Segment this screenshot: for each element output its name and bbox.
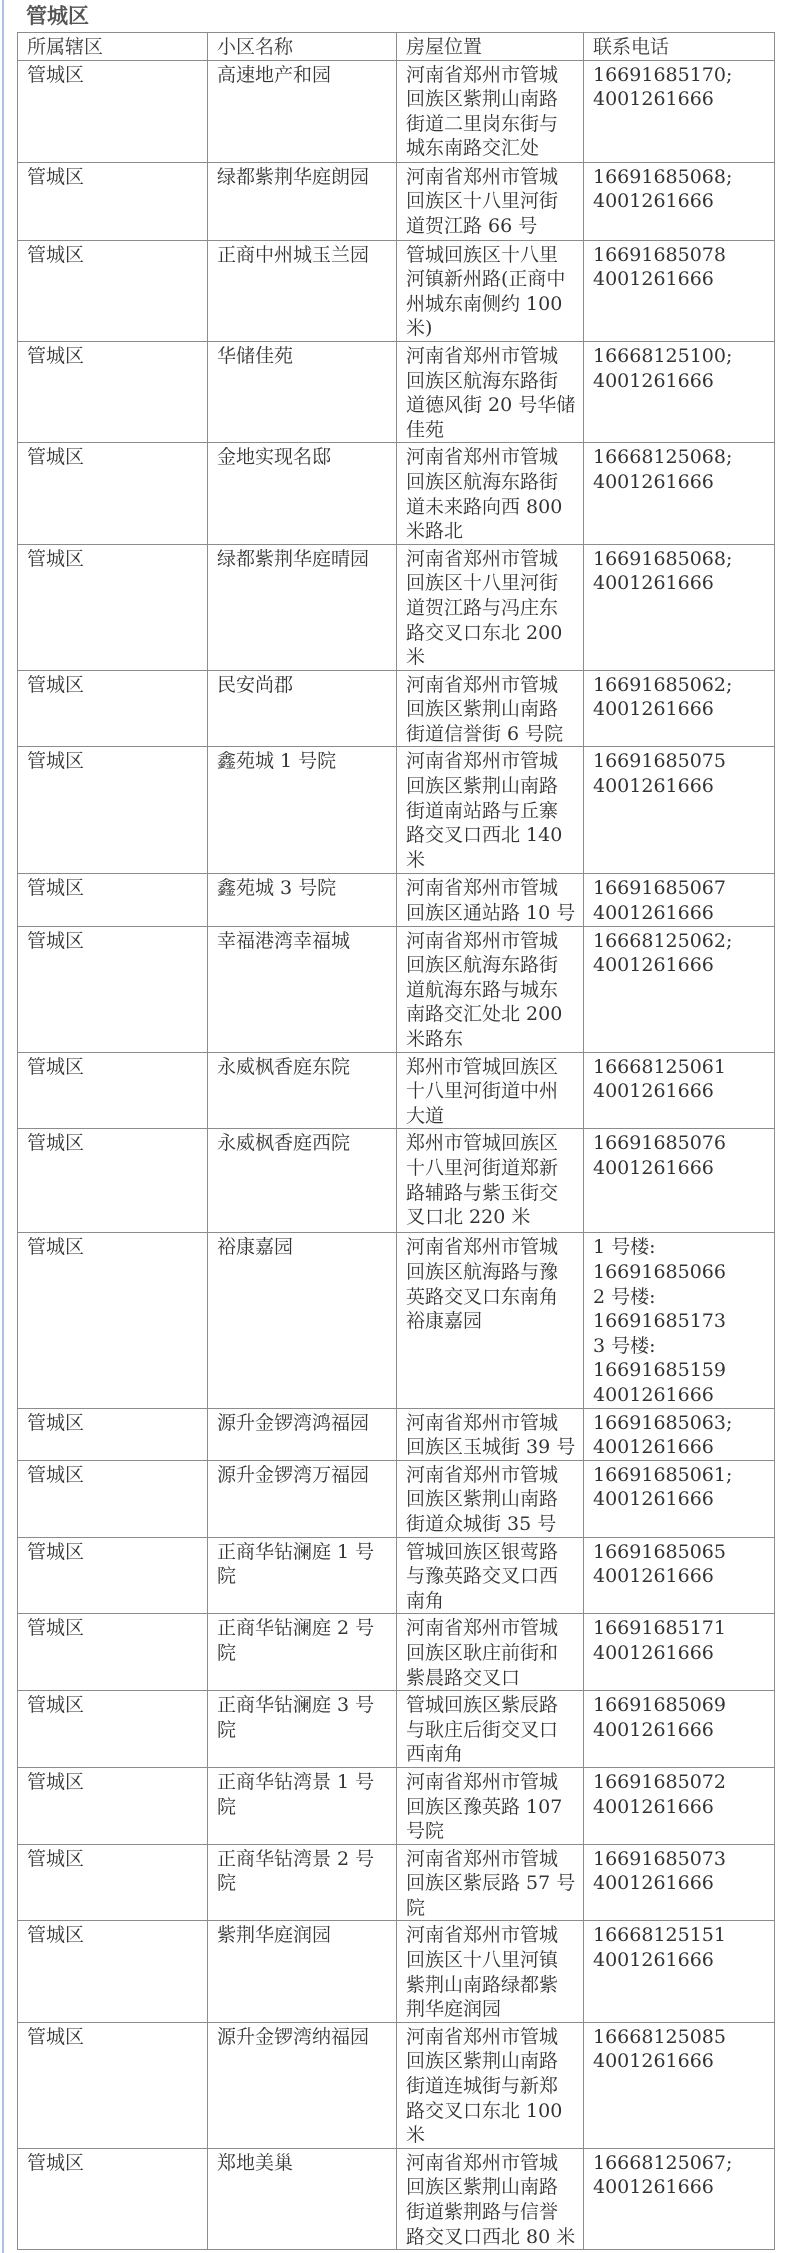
cell-phone-line: 4001261666 (593, 902, 714, 925)
cell-community-name (208, 1921, 397, 2022)
cell-district: 管城区 (18, 1052, 208, 1129)
table-row (18, 1460, 775, 1537)
table-row (18, 240, 775, 341)
cell-phone-line: 16691685078 (593, 243, 726, 266)
cell-district: 管城区 (18, 1844, 208, 1921)
cell-phone-line: 4001261666 (593, 1795, 714, 1818)
cell-phone-line: 16668125067; (593, 2151, 733, 2174)
cell-phone-line: 2 号楼: (593, 1285, 656, 1308)
cell-address-line: 街道紫荆路与信誉 (406, 2201, 559, 2224)
cell-community-name (208, 162, 397, 240)
cell-address-line: 郑州市管城回族区 (406, 1132, 559, 1155)
cell-phone-line: 4001261666 (593, 1080, 714, 1103)
cell-address-line: 回族区耿庄前街和 (406, 1641, 559, 1664)
cell-address-line: 回族区通站路 10 号 (406, 902, 576, 925)
cell-phone (584, 874, 775, 926)
table-row (18, 162, 775, 240)
cell-phone-line: 4001261666 (593, 2176, 714, 2199)
cell-phone (584, 2148, 775, 2249)
cell-community-name-line: 高速地产和园 (217, 63, 332, 86)
cell-phone (584, 1614, 775, 1691)
cell-phone-line: 3 号楼: (593, 1334, 656, 1357)
cell-address-line: 河南省郑州市管城 (406, 2025, 559, 2048)
cell-address-line: 州城东南侧约 100 (406, 292, 563, 315)
cell-address (397, 926, 584, 1052)
table-row (18, 1129, 775, 1233)
table-row (18, 747, 775, 874)
cell-phone (584, 1129, 775, 1233)
cell-address-line: 回族区紫荆山南路 (406, 88, 559, 111)
cell-address (397, 747, 584, 874)
cell-address-line: 回族区紫荆山南路 (406, 2050, 559, 2073)
cell-phone-line: 4001261666 (593, 1872, 714, 1895)
cell-address-line: 回族区十八里河街 (406, 572, 559, 595)
cell-address-line: 十八里河街道郑新 (406, 1157, 559, 1180)
cell-address-line: 回族区航海东路街 (406, 954, 559, 977)
cell-address-line: 路辅路与紫玉街交 (406, 1181, 559, 1204)
cell-address-line: 河南省郑州市管城 (406, 750, 559, 773)
cell-address-line: 回族区豫英路 107 (406, 1795, 563, 1818)
table-row (18, 1614, 775, 1691)
cell-district: 管城区 (18, 1767, 208, 1844)
cell-phone (584, 670, 775, 747)
cell-address-line: 道贺江路 66 号 (406, 214, 538, 237)
page-title: 管城区 (26, 4, 89, 28)
cell-district: 管城区 (18, 1614, 208, 1691)
cell-phone-line: 16691685061; (593, 1463, 733, 1486)
column-header-address: 房屋位置 (397, 33, 584, 61)
cell-address (397, 1129, 584, 1233)
cell-phone-line: 4001261666 (593, 1949, 714, 1972)
cell-community-name (208, 1767, 397, 1844)
cell-phone-line: 16691685072 (593, 1770, 726, 1793)
cell-address-line: 与豫英路交叉口西 (406, 1565, 559, 1588)
housing-table (17, 32, 775, 2250)
cell-phone (584, 1921, 775, 2022)
cell-community-name-line: 民安尚郡 (217, 673, 294, 696)
cell-phone-line: 4001261666 (593, 369, 714, 392)
cell-address-line: 回族区航海东路街 (406, 470, 559, 493)
cell-phone (584, 1691, 775, 1768)
cell-community-name (208, 1537, 397, 1614)
cell-community-name (208, 926, 397, 1052)
cell-address (397, 1408, 584, 1460)
cell-address (397, 544, 584, 670)
cell-address-line: 大道 (406, 1104, 445, 1127)
table-row (18, 1408, 775, 1460)
cell-community-name-line: 源升金锣湾纳福园 (217, 2025, 370, 2048)
cell-address-line: 紫荆山南路绿都紫 (406, 1973, 559, 1996)
cell-community-name-line: 幸福港湾幸福城 (217, 929, 351, 952)
cell-address-line: 米) (406, 317, 433, 340)
cell-phone-line: 4001261666 (593, 1157, 714, 1180)
cell-community-name (208, 544, 397, 670)
table-row (18, 1767, 775, 1844)
cell-address-line: 河南省郑州市管城 (406, 446, 559, 469)
cell-address-line: 河南省郑州市管城 (406, 1463, 559, 1486)
cell-address-line: 院 (406, 1896, 426, 1919)
cell-community-name-line: 源升金锣湾万福园 (217, 1463, 370, 1486)
cell-address-line: 管城回族区银莺路 (406, 1540, 559, 1563)
cell-address-line: 回族区玉城街 39 号 (406, 1436, 576, 1459)
cell-community-name (208, 1460, 397, 1537)
cell-community-name-line: 正商华钻澜庭 2 号 (217, 1617, 375, 1640)
cell-community-name-line: 华储佳苑 (217, 344, 294, 367)
cell-phone (584, 2022, 775, 2148)
cell-address-line: 回族区紫荆山南路 (406, 698, 559, 721)
column-header-phone: 联系电话 (584, 33, 775, 61)
cell-community-name-line: 正商华钻澜庭 3 号 (217, 1694, 375, 1717)
cell-phone-line: 4001261666 (593, 572, 714, 595)
column-header-district: 所属辖区 (18, 33, 208, 61)
cell-district: 管城区 (18, 1460, 208, 1537)
cell-address-line: 路交叉口西北 80 米 (406, 2225, 576, 2248)
table-row (18, 1537, 775, 1614)
cell-community-name (208, 1844, 397, 1921)
table-row (18, 670, 775, 747)
cell-address-line: 米 (406, 646, 426, 669)
cell-address (397, 443, 584, 544)
cell-phone (584, 926, 775, 1052)
cell-phone-line: 4001261666 (593, 1641, 714, 1664)
cell-community-name (208, 1129, 397, 1233)
cell-district: 管城区 (18, 2148, 208, 2249)
cell-phone-line: 16691685067 (593, 877, 726, 900)
cell-district: 管城区 (18, 747, 208, 874)
cell-community-name-line: 正商中州城玉兰园 (217, 243, 370, 266)
cell-district: 管城区 (18, 926, 208, 1052)
cell-address (397, 1460, 584, 1537)
cell-community-name-line: 金地实现名邸 (217, 446, 332, 469)
column-header-community-name: 小区名称 (208, 33, 397, 61)
cell-community-name-line: 紫荆华庭润园 (217, 1924, 332, 1947)
cell-address (397, 1691, 584, 1768)
cell-address-line: 米路东 (406, 1028, 464, 1051)
cell-district: 管城区 (18, 1691, 208, 1768)
cell-phone-line: 16668125061 (593, 1055, 726, 1078)
cell-address-line: 街道连城街与新郑 (406, 2075, 559, 2098)
cell-community-name-line: 绿都紫荆华庭朗园 (217, 165, 370, 188)
cell-community-name (208, 1691, 397, 1768)
table-row (18, 874, 775, 926)
cell-address-line: 街道二里岗东街与 (406, 112, 559, 135)
table-row (18, 60, 775, 162)
cell-address-line: 河南省郑州市管城 (406, 929, 559, 952)
cell-address-line: 叉口北 220 米 (406, 1206, 531, 1229)
cell-district: 管城区 (18, 670, 208, 747)
cell-phone (584, 1844, 775, 1921)
cell-phone-line: 4001261666 (593, 1384, 714, 1406)
cell-community-name (208, 747, 397, 874)
cell-address-line: 南角 (406, 1589, 445, 1612)
cell-address-line: 回族区航海东路街 (406, 369, 559, 392)
cell-phone-line: 4001261666 (593, 2050, 714, 2073)
cell-address (397, 1767, 584, 1844)
cell-address-line: 回族区紫荆山南路 (406, 2176, 559, 2199)
cell-phone-line: 4001261666 (593, 1565, 714, 1588)
cell-phone-line: 16691685068; (593, 165, 733, 188)
cell-address-line: 十八里河街道中州 (406, 1080, 559, 1103)
cell-phone-line: 4001261666 (593, 88, 714, 111)
cell-district: 管城区 (18, 240, 208, 341)
cell-community-name-line: 裕康嘉园 (217, 1236, 294, 1259)
cell-address-line: 河南省郑州市管城 (406, 63, 559, 86)
cell-address-line: 河南省郑州市管城 (406, 673, 559, 696)
cell-address-line: 回族区紫辰路 57 号 (406, 1872, 576, 1895)
cell-community-name-line: 郑地美巢 (217, 2151, 294, 2174)
cell-phone (584, 1460, 775, 1537)
cell-phone-line: 16691685159 (593, 1359, 726, 1382)
cell-address-line: 河南省郑州市管城 (406, 1847, 559, 1870)
cell-address (397, 162, 584, 240)
cell-address (397, 1921, 584, 2022)
cell-address (397, 1537, 584, 1614)
cell-address-line: 回族区十八里河镇 (406, 1949, 559, 1972)
cell-phone-line: 16691685066 (593, 1261, 726, 1284)
cell-address-line: 城东南路交汇处 (406, 137, 540, 160)
cell-phone-line: 4001261666 (593, 954, 714, 977)
table-header-row (18, 33, 775, 61)
cell-phone (584, 162, 775, 240)
cell-community-name-line: 正商华钻湾景 2 号 (217, 1847, 375, 1870)
cell-community-name-line: 绿都紫荆华庭晴园 (217, 547, 370, 570)
cell-phone (584, 1408, 775, 1460)
table-row (18, 1844, 775, 1921)
cell-address-line: 紫晨路交叉口 (406, 1666, 521, 1689)
cell-community-name (208, 2148, 397, 2249)
cell-address-line: 街道南站路与丘寨 (406, 799, 559, 822)
cell-address-line: 道贺江路与冯庄东 (406, 596, 559, 619)
cell-district: 管城区 (18, 162, 208, 240)
cell-district: 管城区 (18, 443, 208, 544)
cell-address-line: 回族区紫荆山南路 (406, 775, 559, 798)
cell-phone (584, 1233, 775, 1408)
cell-community-name (208, 240, 397, 341)
cell-district: 管城区 (18, 1233, 208, 1408)
cell-address-line: 与耿庄后街交叉口 (406, 1718, 559, 1741)
cell-address-line: 荆华庭润园 (406, 1998, 502, 2021)
cell-address-line: 裕康嘉园 (406, 1310, 483, 1333)
cell-address-line: 路交叉口西北 140 (406, 824, 563, 847)
cell-address-line: 西南角 (406, 1743, 464, 1766)
table-row (18, 1052, 775, 1129)
cell-address-line: 佳苑 (406, 418, 445, 441)
cell-address (397, 1052, 584, 1129)
table-row (18, 1233, 775, 1408)
cell-address-line: 回族区紫荆山南路 (406, 1488, 559, 1511)
cell-district: 管城区 (18, 874, 208, 926)
table-row (18, 443, 775, 544)
cell-community-name-line: 正商华钻澜庭 1 号 (217, 1540, 375, 1563)
cell-address-line: 河南省郑州市管城 (406, 1411, 559, 1434)
cell-address-line: 米 (406, 2124, 426, 2147)
cell-phone-line: 16691685076 (593, 1132, 726, 1155)
cell-district: 管城区 (18, 60, 208, 162)
cell-phone-line: 16668125085 (593, 2025, 726, 2048)
cell-district: 管城区 (18, 1129, 208, 1233)
left-margin-rule (2, 0, 4, 2253)
cell-community-name (208, 670, 397, 747)
cell-district: 管城区 (18, 341, 208, 442)
cell-address (397, 60, 584, 162)
cell-address-line: 米路北 (406, 520, 464, 543)
cell-district: 管城区 (18, 544, 208, 670)
cell-phone-line: 16691685170; (593, 63, 733, 86)
cell-phone-line: 4001261666 (593, 1436, 714, 1459)
cell-community-name-line: 院 (217, 1795, 237, 1818)
cell-address-line: 号院 (406, 1820, 445, 1843)
cell-district: 管城区 (18, 1408, 208, 1460)
cell-phone-line: 16691685173 (593, 1310, 726, 1333)
cell-phone-line: 16691685069 (593, 1694, 726, 1717)
cell-phone (584, 1767, 775, 1844)
cell-address (397, 341, 584, 442)
cell-address (397, 670, 584, 747)
cell-community-name (208, 2022, 397, 2148)
table-body (18, 60, 775, 2250)
cell-address-line: 河南省郑州市管城 (406, 1236, 559, 1259)
cell-address-line: 路交叉口东北 200 (406, 621, 563, 644)
cell-address-line: 南路交汇处北 200 (406, 1003, 563, 1026)
cell-address-line: 回族区十八里河街 (406, 190, 559, 213)
cell-address-line: 米 (406, 848, 426, 871)
cell-community-name-line: 鑫苑城 3 号院 (217, 877, 337, 900)
cell-address-line: 道航海东路与城东 (406, 978, 559, 1001)
cell-community-name-line: 院 (217, 1641, 237, 1664)
cell-phone-line: 16668125068; (593, 446, 733, 469)
cell-phone (584, 544, 775, 670)
cell-community-name-line: 鑫苑城 1 号院 (217, 750, 337, 773)
cell-phone-line: 4001261666 (593, 268, 714, 291)
cell-address-line: 河镇新州路(正商中 (406, 268, 566, 291)
cell-district: 管城区 (18, 1537, 208, 1614)
cell-address (397, 1233, 584, 1408)
cell-phone-line: 4001261666 (593, 1718, 714, 1741)
cell-address-line: 街道众城街 35 号 (406, 1512, 557, 1535)
cell-community-name (208, 1052, 397, 1129)
cell-phone-line: 16691685063; (593, 1411, 733, 1434)
cell-phone-line: 16668125100; (593, 344, 733, 367)
cell-community-name (208, 874, 397, 926)
cell-phone (584, 60, 775, 162)
cell-phone (584, 747, 775, 874)
cell-address (397, 874, 584, 926)
cell-phone (584, 240, 775, 341)
cell-address-line: 河南省郑州市管城 (406, 165, 559, 188)
cell-address-line: 英路交叉口东南角 (406, 1285, 559, 1308)
cell-phone-line: 16691685075 (593, 750, 726, 773)
cell-phone-line: 1 号楼: (593, 1236, 656, 1259)
cell-phone (584, 1052, 775, 1129)
cell-phone-line: 4001261666 (593, 1488, 714, 1511)
cell-address-line: 郑州市管城回族区 (406, 1055, 559, 1078)
table-row (18, 1691, 775, 1768)
cell-community-name-line: 院 (217, 1718, 237, 1741)
cell-address-line: 道德风街 20 号华储 (406, 394, 576, 417)
cell-phone-line: 16668125151 (593, 1924, 726, 1947)
cell-address (397, 2022, 584, 2148)
cell-phone-line: 4001261666 (593, 775, 714, 798)
cell-phone-line: 16668125062; (593, 929, 733, 952)
cell-community-name (208, 341, 397, 442)
cell-address-line: 河南省郑州市管城 (406, 547, 559, 570)
table-row (18, 1921, 775, 2022)
cell-phone (584, 443, 775, 544)
cell-phone-line: 4001261666 (593, 190, 714, 213)
cell-address-line: 河南省郑州市管城 (406, 344, 559, 367)
cell-phone (584, 341, 775, 442)
cell-community-name (208, 1614, 397, 1691)
cell-district: 管城区 (18, 1921, 208, 2022)
table-row (18, 2148, 775, 2249)
cell-phone (584, 1537, 775, 1614)
cell-phone-line: 16691685068; (593, 547, 733, 570)
cell-community-name (208, 443, 397, 544)
cell-district: 管城区 (18, 2022, 208, 2148)
cell-phone-line: 16691685062; (593, 673, 733, 696)
cell-address (397, 2148, 584, 2249)
cell-address (397, 1844, 584, 1921)
table-row (18, 544, 775, 670)
cell-address-line: 河南省郑州市管城 (406, 877, 559, 900)
cell-community-name-line: 正商华钻湾景 1 号 (217, 1770, 375, 1793)
cell-community-name (208, 1408, 397, 1460)
cell-community-name-line: 永威枫香庭东院 (217, 1055, 351, 1078)
table-row (18, 341, 775, 442)
cell-community-name (208, 60, 397, 162)
cell-address-line: 河南省郑州市管城 (406, 1770, 559, 1793)
cell-phone-line: 4001261666 (593, 470, 714, 493)
table-row (18, 926, 775, 1052)
cell-address-line: 河南省郑州市管城 (406, 2151, 559, 2174)
cell-phone-line: 16691685065 (593, 1540, 726, 1563)
cell-address-line: 河南省郑州市管城 (406, 1924, 559, 1947)
cell-address-line: 街道信誉街 6 号院 (406, 722, 564, 745)
cell-address-line: 河南省郑州市管城 (406, 1617, 559, 1640)
cell-community-name-line: 院 (217, 1872, 237, 1895)
cell-address-line: 路交叉口东北 100 (406, 2099, 563, 2122)
cell-address-line: 管城回族区十八里 (406, 243, 559, 266)
cell-address (397, 240, 584, 341)
cell-phone-line: 4001261666 (593, 698, 714, 721)
cell-phone-line: 16691685171 (593, 1617, 726, 1640)
cell-address-line: 回族区航海路与豫 (406, 1261, 559, 1284)
cell-address-line: 管城回族区紫辰路 (406, 1694, 559, 1717)
cell-community-name-line: 院 (217, 1565, 237, 1588)
cell-community-name-line: 永威枫香庭西院 (217, 1132, 351, 1155)
cell-phone-line: 16691685073 (593, 1847, 726, 1870)
cell-address-line: 道未来路向西 800 (406, 495, 563, 518)
cell-community-name-line: 源升金锣湾鸿福园 (217, 1411, 370, 1434)
table-row (18, 2022, 775, 2148)
cell-address (397, 1614, 584, 1691)
cell-community-name (208, 1233, 397, 1408)
